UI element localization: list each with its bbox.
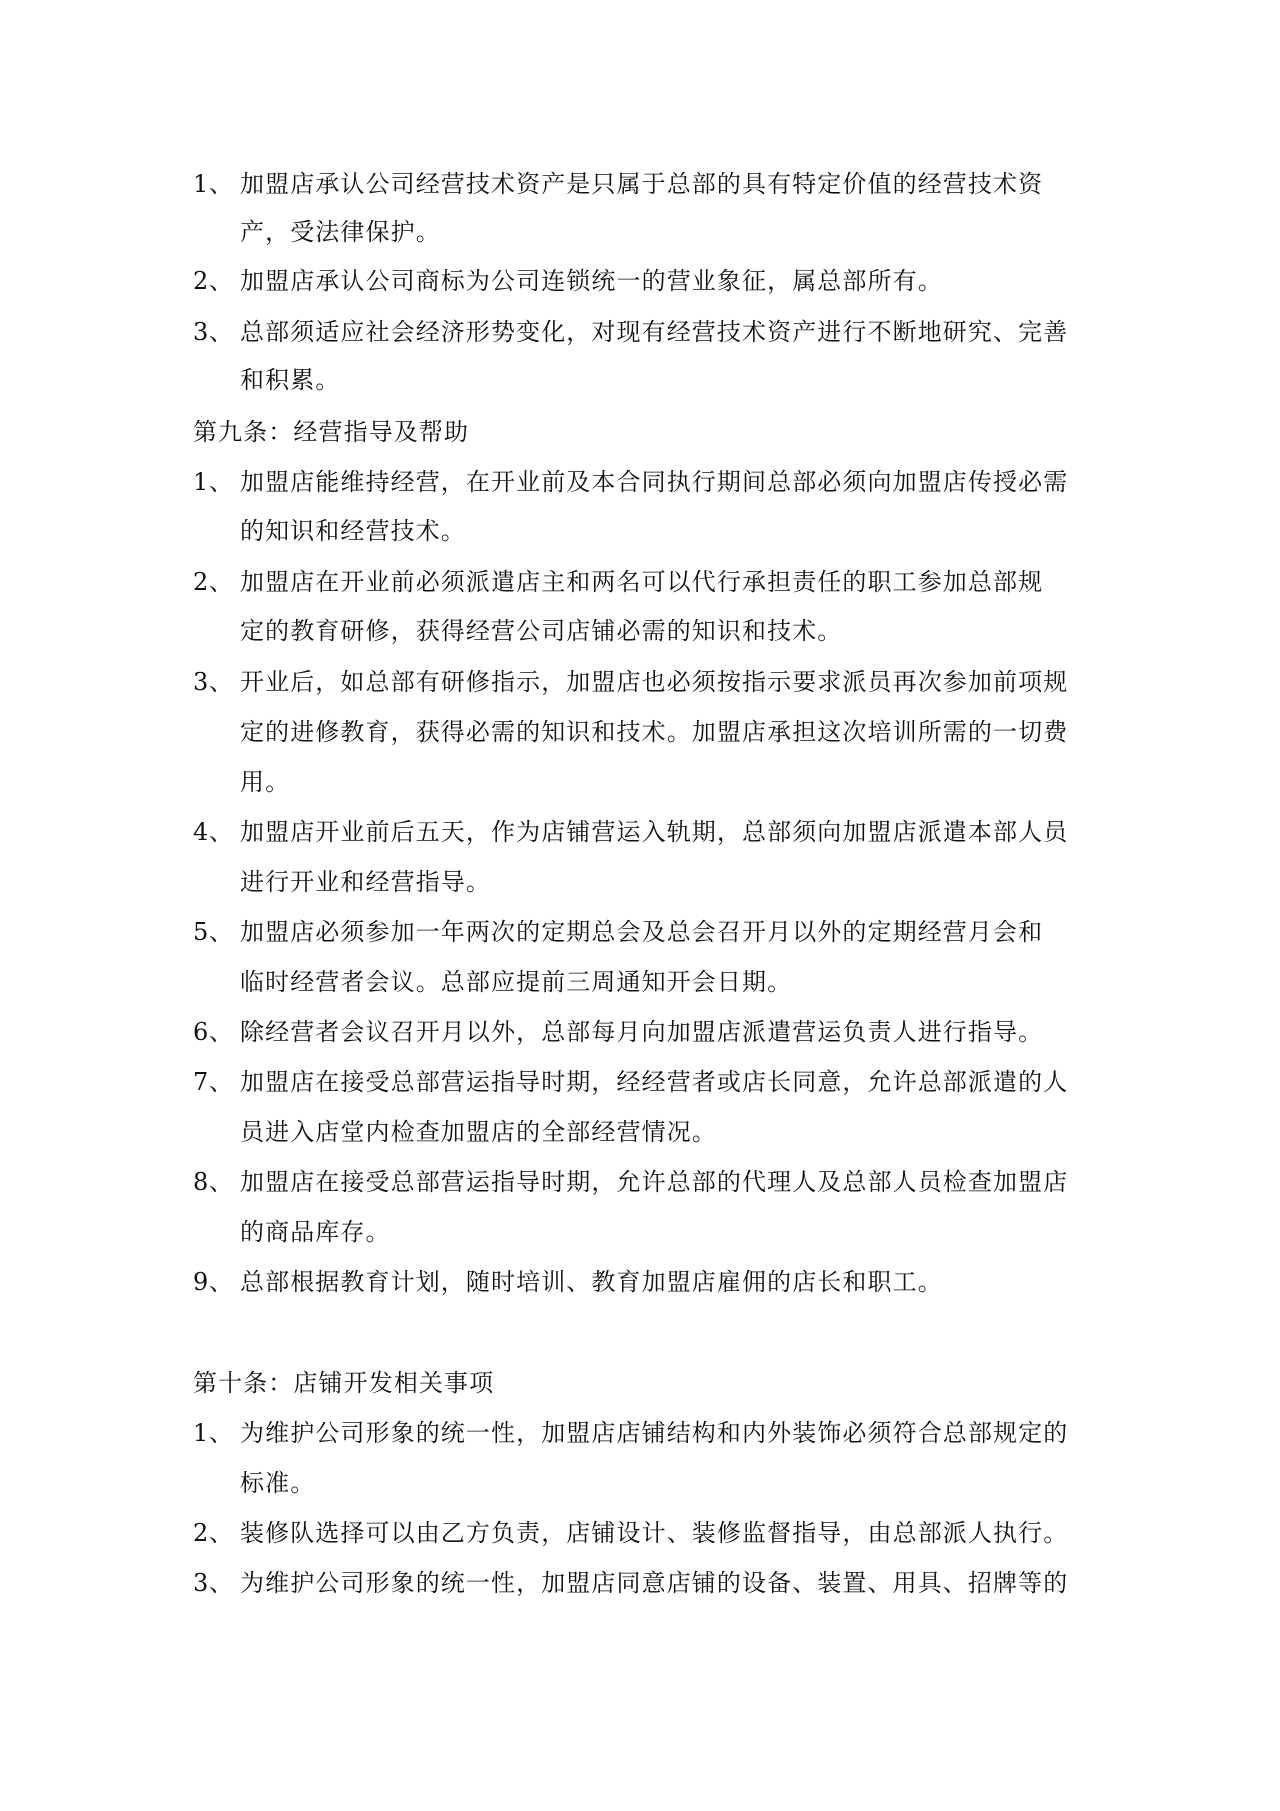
list-item-text: 加盟店在接受总部营运指导时期，允许总部的代理人及总部人员检查加盟店 bbox=[240, 1168, 1069, 1196]
list-item-text: 标准。 bbox=[240, 1469, 316, 1497]
list-item-text: 和积累。 bbox=[240, 366, 341, 394]
list-item-text: 临时经营者会议。总部应提前三周通知开会日期。 bbox=[240, 968, 793, 996]
list-item-text: 总部须适应社会经济形势变化，对现有经营技术资产进行不断地研究、完善 bbox=[240, 318, 1069, 346]
list-separator: 、 bbox=[209, 267, 235, 295]
list-item-number: 9 bbox=[193, 1268, 210, 1296]
list-item-text: 为维护公司形象的统一性，加盟店同意店铺的设备、装置、用具、招牌等的 bbox=[240, 1569, 1069, 1597]
list-item-number: 8 bbox=[193, 1168, 210, 1196]
list-item-text: 员进入店堂内检查加盟店的全部经营情况。 bbox=[240, 1118, 717, 1146]
list-separator: 、 bbox=[209, 468, 235, 496]
list-separator: 、 bbox=[209, 1569, 235, 1597]
list-item-text: 进行开业和经营指导。 bbox=[240, 868, 491, 896]
list-item-text: 总部根据教育计划，随时培训、教育加盟店雇佣的店长和职工。 bbox=[240, 1268, 943, 1296]
list-separator: 、 bbox=[209, 1419, 235, 1447]
list-item-text: 定的教育研修，获得经营公司店铺必需的知识和技术。 bbox=[240, 617, 843, 645]
list-item-text: 装修队选择可以由乙方负责，店铺设计、装修监督指导，由总部派人执行。 bbox=[240, 1519, 1069, 1547]
list-separator: 、 bbox=[209, 568, 235, 596]
list-item-number: 3 bbox=[193, 318, 210, 346]
list-item-number: 5 bbox=[193, 918, 210, 946]
list-item-text: 开业后，如总部有研修指示，加盟店也必须按指示要求派员再次参加前项规 bbox=[240, 668, 1069, 696]
list-separator: 、 bbox=[209, 170, 235, 198]
list-separator: 、 bbox=[209, 818, 235, 846]
list-separator: 、 bbox=[209, 1168, 235, 1196]
list-item-number: 2 bbox=[193, 267, 210, 295]
list-separator: 、 bbox=[209, 1068, 235, 1096]
list-separator: 、 bbox=[209, 1268, 235, 1296]
list-item-number: 3 bbox=[193, 1569, 210, 1597]
list-item-number: 2 bbox=[193, 1519, 210, 1547]
list-item-text: 加盟店必须参加一年两次的定期总会及总会召开月以外的定期经营月会和 bbox=[240, 918, 1044, 946]
list-item-text: 为维护公司形象的统一性，加盟店店铺结构和内外装饰必须符合总部规定的 bbox=[240, 1419, 1069, 1447]
list-separator: 、 bbox=[209, 668, 235, 696]
list-item-text: 的商品库存。 bbox=[240, 1218, 391, 1246]
list-item-text: 的知识和经营技术。 bbox=[240, 517, 466, 545]
list-separator: 、 bbox=[209, 918, 235, 946]
list-item-text: 加盟店在开业前必须派遣店主和两名可以代行承担责任的职工参加总部规 bbox=[240, 568, 1044, 596]
list-item-text: 定的进修教育，获得必需的知识和技术。加盟店承担这次培训所需的一切费 bbox=[240, 718, 1069, 746]
list-item-number: 1 bbox=[193, 1419, 210, 1447]
list-separator: 、 bbox=[209, 1519, 235, 1547]
list-item-number: 4 bbox=[193, 818, 210, 846]
list-item-number: 1 bbox=[193, 170, 210, 198]
list-item-text: 加盟店在接受总部营运指导时期，经经营者或店长同意，允许总部派遣的人 bbox=[240, 1068, 1069, 1096]
section-heading-article10: 第十条：店铺开发相关事项 bbox=[193, 1369, 495, 1397]
list-item-text: 加盟店开业前后五天，作为店铺营运入轨期，总部须向加盟店派遣本部人员 bbox=[240, 818, 1069, 846]
list-item-number: 6 bbox=[193, 1018, 210, 1046]
list-item-text: 加盟店承认公司经营技术资产是只属于总部的具有特定价值的经营技术资 bbox=[240, 170, 1044, 198]
section-heading-article9: 第九条：经营指导及帮助 bbox=[193, 418, 470, 446]
list-item-text: 加盟店承认公司商标为公司连锁统一的营业象征，属总部所有。 bbox=[240, 267, 943, 295]
list-item-text: 加盟店能维持经营，在开业前及本合同执行期间总部必须向加盟店传授必需 bbox=[240, 468, 1069, 496]
list-item-number: 3 bbox=[193, 668, 210, 696]
list-separator: 、 bbox=[209, 1018, 235, 1046]
list-item-text: 除经营者会议召开月以外，总部每月向加盟店派遣营运负责人进行指导。 bbox=[240, 1018, 1044, 1046]
list-separator: 、 bbox=[209, 318, 235, 346]
list-item-number: 7 bbox=[193, 1068, 210, 1096]
list-item-number: 1 bbox=[193, 468, 210, 496]
list-item-number: 2 bbox=[193, 568, 210, 596]
list-item-text: 用。 bbox=[240, 768, 291, 796]
list-item-text: 产，受法律保护。 bbox=[240, 218, 441, 246]
